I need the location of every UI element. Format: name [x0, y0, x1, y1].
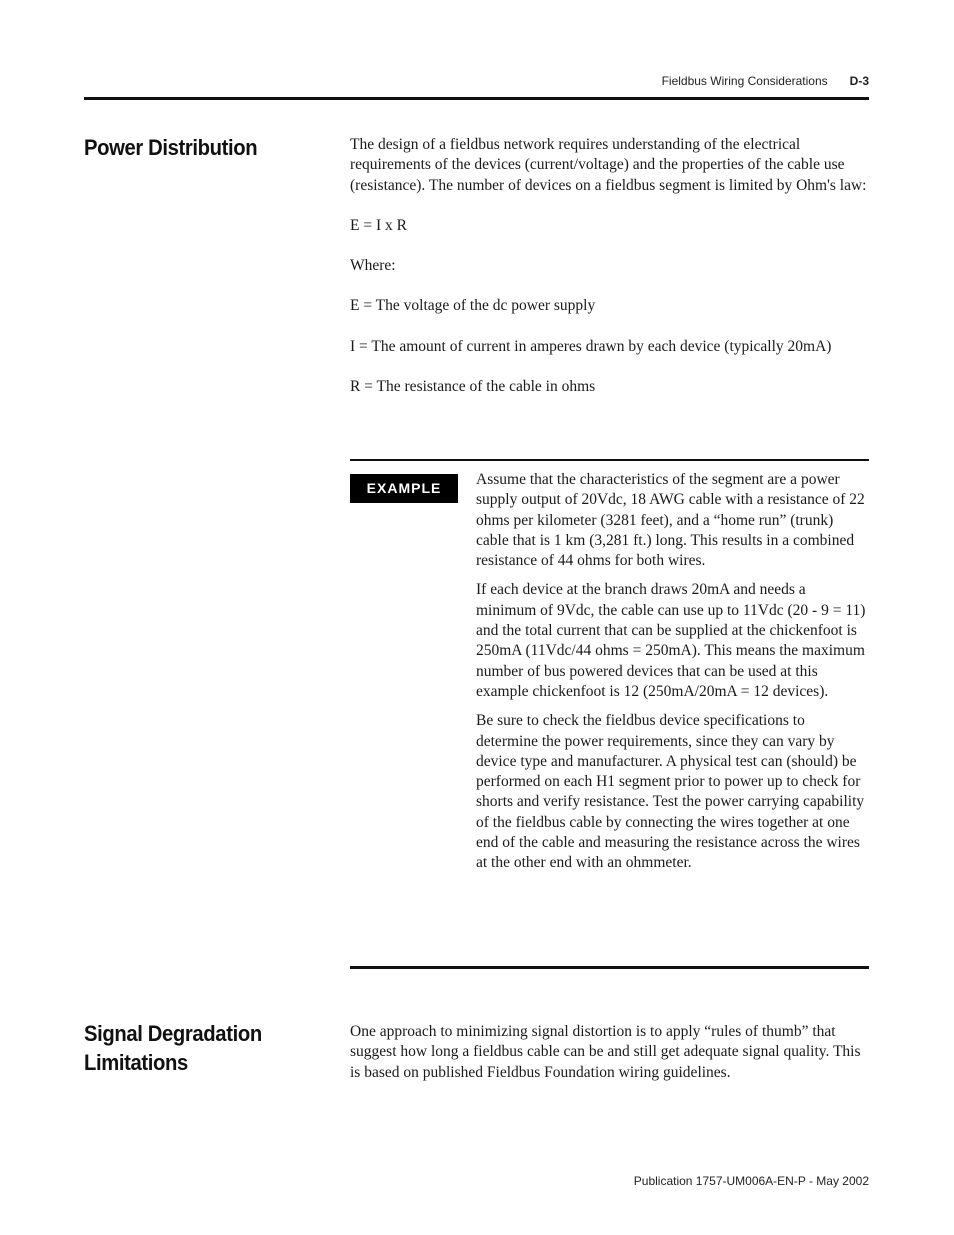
page-number: D-3 [849, 74, 869, 88]
heading-line: Limitations [84, 1050, 188, 1075]
definition-r: R = The resistance of the cable in ohms [350, 378, 596, 396]
example-paragraph: Assume that the characteristics of the segment are a power supply output of 20Vdc, 18 AWG cable with a resistance of 22 ohms per kilometer (3281 feet), and a “home run” (trunk) cable that is 1 km (3,281 ft.) long. This results in a combined resistance of 44 ohms for both wires. [476, 471, 865, 570]
where-label: Where: [350, 257, 396, 275]
section-heading-power-distribution: Power Distribution [84, 135, 258, 160]
definition-e: E = The voltage of the dc power supply [350, 297, 596, 315]
example-paragraph: Be sure to check the fieldbus device specifications to determine the power requirements, since they can vary by device type and manufacturer. A physical test can (should) be performed on each H1 segment prior to power up to check for shorts and verify resistance. Test the power carrying capability of the fieldbus cable by connecting the wires together at one end of the cable and measuring the resistance across the wires at the other end with an ohmmeter. [476, 712, 865, 872]
publication-footer: Publication 1757-UM006A-EN-P - May 2002 [633, 1174, 869, 1188]
running-header [84, 74, 869, 92]
definition-i: I = The amount of current in amperes drawn by each device (typically 20mA) [350, 337, 832, 355]
example-badge: EXAMPLE [350, 474, 458, 503]
header-rule [84, 97, 869, 100]
example-text [476, 470, 869, 883]
example-box [350, 459, 869, 969]
power-distribution-body [350, 135, 870, 417]
chapter-title: Fieldbus Wiring Considerations [661, 74, 828, 88]
signal-degradation-body [350, 1022, 870, 1083]
signal-degradation-paragraph: One approach to minimizing signal distortion is to apply “rules of thumb” that suggest how long a fieldbus cable can be and still get adequate signal quality. This is based on published Fieldbus Foundation wiring guidelines. [350, 1023, 861, 1081]
ohms-law-formula: E = I x R [350, 216, 407, 234]
example-paragraph: If each device at the branch draws 20mA and needs a minimum of 9Vdc, the cable can use up to 11Vdc (20 - 9 = 11) and the total current that can be supplied at the chickenfoot is 250mA (11Vdc/44 ohms = 250mA). This means the maximum number of bus powered devices that can be used at this example chickenfoot is 12 (250mA/20mA = 12 devices). [476, 581, 866, 700]
section-heading-signal-degradation [84, 1019, 262, 1077]
power-distribution-intro: The design of a fieldbus network requires understanding of the electrical requirements of the devices (current/voltage) and the properties of the cable use (resistance). The number of devices on a fieldbus segment is limited by Ohm's law: [350, 136, 867, 194]
heading-line: Signal Degradation [84, 1021, 262, 1046]
